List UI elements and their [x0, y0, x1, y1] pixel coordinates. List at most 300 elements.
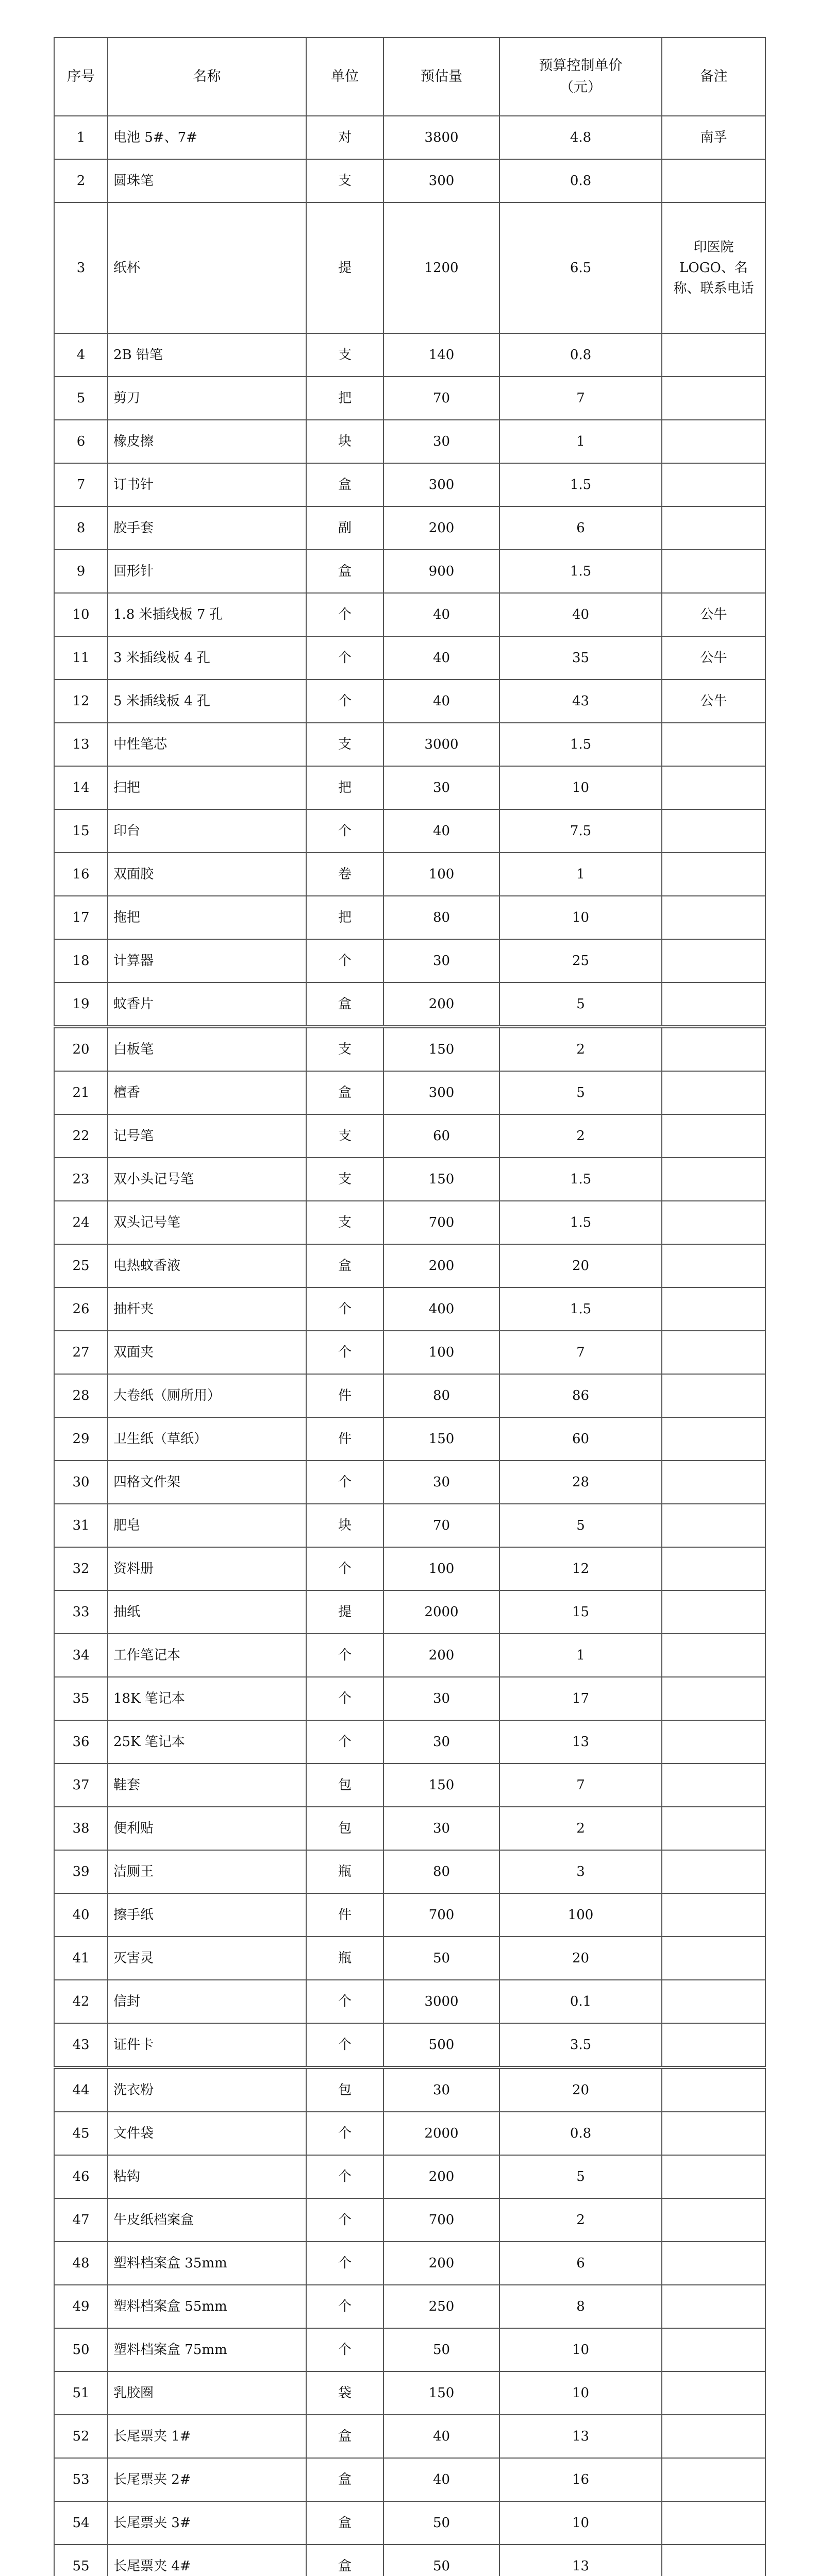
cell-note [662, 333, 765, 377]
cell-note: 南孚 [662, 116, 765, 159]
cell-unit: 瓶 [306, 1937, 383, 1980]
cell-note: 公牛 [662, 636, 765, 680]
cell-price: 5 [499, 982, 662, 1027]
cell-name: 双小头记号笔 [108, 1158, 306, 1201]
cell-no: 17 [54, 896, 108, 939]
cell-name: 便利贴 [108, 1807, 306, 1850]
cell-unit: 个 [306, 680, 383, 723]
cell-unit: 个 [306, 2242, 383, 2285]
cell-name: 擦手纸 [108, 1893, 306, 1937]
cell-no: 32 [54, 1547, 108, 1590]
cell-no: 50 [54, 2328, 108, 2371]
table-row [54, 2198, 765, 2242]
cell-name: 大卷纸（厕所用） [108, 1374, 306, 1417]
table-row [54, 463, 765, 506]
cell-note [662, 1461, 765, 1504]
cell-qty: 200 [383, 1244, 499, 1287]
cell-unit: 把 [306, 377, 383, 420]
cell-qty: 3000 [383, 1980, 499, 2023]
cell-price: 10 [499, 2328, 662, 2371]
cell-name: 长尾票夹 4# [108, 2545, 306, 2576]
cell-price: 0.1 [499, 1980, 662, 2023]
table-row [54, 1634, 765, 1677]
table-row [54, 2458, 765, 2501]
cell-price: 100 [499, 1893, 662, 1937]
cell-note [662, 2242, 765, 2285]
cell-unit: 支 [306, 1114, 383, 1158]
cell-price: 13 [499, 2545, 662, 2576]
cell-no: 4 [54, 333, 108, 377]
cell-note [662, 1244, 765, 1287]
cell-note [662, 2198, 765, 2242]
cell-note [662, 1158, 765, 1201]
cell-qty: 40 [383, 593, 499, 636]
cell-note [662, 420, 765, 463]
cell-name: 长尾票夹 3# [108, 2501, 306, 2545]
cell-qty: 700 [383, 1893, 499, 1937]
cell-price: 1.5 [499, 723, 662, 766]
table-row [54, 2112, 765, 2155]
cell-no: 29 [54, 1417, 108, 1461]
cell-price: 6.5 [499, 202, 662, 333]
cell-name: 资料册 [108, 1547, 306, 1590]
cell-note [662, 809, 765, 853]
cell-unit: 盒 [306, 550, 383, 593]
cell-unit: 瓶 [306, 1850, 383, 1893]
cell-unit: 个 [306, 1461, 383, 1504]
cell-qty: 30 [383, 1720, 499, 1764]
cell-unit: 盒 [306, 1071, 383, 1114]
cell-no: 44 [54, 2067, 108, 2112]
cell-no: 22 [54, 1114, 108, 1158]
cell-name: 拖把 [108, 896, 306, 939]
cell-qty: 500 [383, 2023, 499, 2067]
cell-no: 51 [54, 2371, 108, 2415]
cell-unit: 提 [306, 1590, 383, 1634]
cell-name: 双面夹 [108, 1331, 306, 1374]
cell-no: 11 [54, 636, 108, 680]
cell-note [662, 1114, 765, 1158]
cell-qty: 30 [383, 939, 499, 982]
cell-unit: 卷 [306, 853, 383, 896]
cell-name: 橡皮擦 [108, 420, 306, 463]
table-row [54, 1287, 765, 1331]
cell-name: 灭害灵 [108, 1937, 306, 1980]
cell-unit: 盒 [306, 2415, 383, 2458]
cell-unit: 支 [306, 1027, 383, 1071]
cell-name: 檀香 [108, 1071, 306, 1114]
cell-name: 文件袋 [108, 2112, 306, 2155]
cell-unit: 个 [306, 1547, 383, 1590]
table-row [54, 2023, 765, 2067]
cell-no: 9 [54, 550, 108, 593]
cell-price: 1 [499, 1634, 662, 1677]
cell-unit: 个 [306, 593, 383, 636]
cell-note [662, 1720, 765, 1764]
cell-note [662, 463, 765, 506]
cell-qty: 200 [383, 1634, 499, 1677]
cell-qty: 900 [383, 550, 499, 593]
cell-price: 28 [499, 1461, 662, 1504]
cell-unit: 盒 [306, 2545, 383, 2576]
cell-unit: 盒 [306, 463, 383, 506]
cell-unit: 个 [306, 939, 383, 982]
cell-no: 15 [54, 809, 108, 853]
cell-price: 13 [499, 1720, 662, 1764]
table-row [54, 2501, 765, 2545]
table-row [54, 982, 765, 1027]
cell-no: 54 [54, 2501, 108, 2545]
cell-no: 33 [54, 1590, 108, 1634]
cell-name: 1.8 米插线板 7 孔 [108, 593, 306, 636]
cell-no: 25 [54, 1244, 108, 1287]
table-row [54, 1417, 765, 1461]
cell-qty: 30 [383, 766, 499, 809]
cell-no: 43 [54, 2023, 108, 2067]
cell-no: 38 [54, 1807, 108, 1850]
cell-no: 7 [54, 463, 108, 506]
cell-unit: 个 [306, 2112, 383, 2155]
cell-unit: 个 [306, 809, 383, 853]
cell-name: 粘钩 [108, 2155, 306, 2198]
cell-unit: 件 [306, 1417, 383, 1461]
table-row [54, 680, 765, 723]
table-row [54, 809, 765, 853]
cell-unit: 个 [306, 2198, 383, 2242]
cell-no: 1 [54, 116, 108, 159]
cell-name: 胶手套 [108, 506, 306, 550]
cell-name: 订书针 [108, 463, 306, 506]
cell-qty: 150 [383, 1027, 499, 1071]
cell-price: 2 [499, 1807, 662, 1850]
cell-price: 7 [499, 377, 662, 420]
cell-note [662, 1677, 765, 1720]
cell-note: 公牛 [662, 593, 765, 636]
cell-price: 3 [499, 1850, 662, 1893]
cell-qty: 80 [383, 896, 499, 939]
cell-name: 回形针 [108, 550, 306, 593]
cell-unit: 个 [306, 1287, 383, 1331]
cell-no: 3 [54, 202, 108, 333]
cell-name: 中性笔芯 [108, 723, 306, 766]
cell-qty: 200 [383, 982, 499, 1027]
cell-no: 35 [54, 1677, 108, 1720]
cell-unit: 个 [306, 1634, 383, 1677]
cell-name: 双面胶 [108, 853, 306, 896]
table-row [54, 593, 765, 636]
cell-name: 25K 笔记本 [108, 1720, 306, 1764]
cell-name: 塑料档案盒 75mm [108, 2328, 306, 2371]
cell-qty: 150 [383, 1764, 499, 1807]
cell-price: 6 [499, 2242, 662, 2285]
cell-qty: 300 [383, 463, 499, 506]
cell-qty: 200 [383, 2242, 499, 2285]
cell-price: 40 [499, 593, 662, 636]
table-row [54, 116, 765, 159]
cell-name: 纸杯 [108, 202, 306, 333]
cell-unit: 支 [306, 723, 383, 766]
cell-qty: 2000 [383, 1590, 499, 1634]
table-row [54, 2067, 765, 2112]
table-row [54, 333, 765, 377]
cell-note [662, 1287, 765, 1331]
cell-no: 26 [54, 1287, 108, 1331]
cell-price: 7 [499, 1331, 662, 1374]
cell-no: 12 [54, 680, 108, 723]
cell-qty: 150 [383, 1158, 499, 1201]
table-row [54, 2155, 765, 2198]
cell-qty: 80 [383, 1850, 499, 1893]
cell-unit: 个 [306, 2285, 383, 2328]
procurement-sheet [54, 37, 765, 2576]
table-row [54, 1027, 765, 1071]
cell-qty: 80 [383, 1374, 499, 1417]
cell-qty: 700 [383, 1201, 499, 1244]
cell-qty: 30 [383, 420, 499, 463]
cell-unit: 个 [306, 1720, 383, 1764]
cell-no: 39 [54, 1850, 108, 1893]
cell-qty: 30 [383, 2067, 499, 2112]
cell-note [662, 2371, 765, 2415]
table-row [54, 2415, 765, 2458]
cell-no: 24 [54, 1201, 108, 1244]
table-row [54, 2328, 765, 2371]
cell-name: 电热蚊香液 [108, 1244, 306, 1287]
cell-unit: 个 [306, 636, 383, 680]
cell-unit: 个 [306, 2023, 383, 2067]
cell-price: 16 [499, 2458, 662, 2501]
cell-note [662, 159, 765, 202]
header-price-line2: （元） [560, 79, 602, 95]
cell-price: 60 [499, 1417, 662, 1461]
cell-price: 15 [499, 1590, 662, 1634]
cell-name: 洗衣粉 [108, 2067, 306, 2112]
table-header [54, 38, 765, 116]
cell-note [662, 1590, 765, 1634]
table-row [54, 1071, 765, 1114]
cell-note [662, 377, 765, 420]
table-row [54, 766, 765, 809]
procurement-table [54, 37, 766, 2576]
cell-no: 46 [54, 2155, 108, 2198]
cell-qty: 40 [383, 809, 499, 853]
cell-note [662, 896, 765, 939]
table-row [54, 1201, 765, 1244]
cell-qty: 400 [383, 1287, 499, 1331]
cell-qty: 100 [383, 1331, 499, 1374]
cell-note [662, 2328, 765, 2371]
table-row [54, 1374, 765, 1417]
cell-note [662, 1764, 765, 1807]
cell-name: 电池 5#、7# [108, 116, 306, 159]
table-row [54, 1850, 765, 1893]
cell-price: 20 [499, 1937, 662, 1980]
cell-note [662, 2458, 765, 2501]
cell-qty: 30 [383, 1461, 499, 1504]
cell-no: 45 [54, 2112, 108, 2155]
cell-note [662, 766, 765, 809]
cell-price: 1.5 [499, 1201, 662, 1244]
cell-no: 20 [54, 1027, 108, 1071]
cell-unit: 盒 [306, 982, 383, 1027]
cell-price: 10 [499, 766, 662, 809]
table-row [54, 939, 765, 982]
cell-no: 48 [54, 2242, 108, 2285]
cell-unit: 副 [306, 506, 383, 550]
header-name: 名称 [108, 38, 306, 116]
cell-price: 5 [499, 2155, 662, 2198]
cell-note [662, 1850, 765, 1893]
cell-qty: 50 [383, 2328, 499, 2371]
cell-no: 27 [54, 1331, 108, 1374]
cell-price: 0.8 [499, 2112, 662, 2155]
cell-qty: 300 [383, 1071, 499, 1114]
cell-price: 25 [499, 939, 662, 982]
cell-name: 鞋套 [108, 1764, 306, 1807]
cell-note [662, 1201, 765, 1244]
cell-price: 5 [499, 1071, 662, 1114]
cell-unit: 盒 [306, 2501, 383, 2545]
table-row [54, 1590, 765, 1634]
cell-name: 圆珠笔 [108, 159, 306, 202]
cell-note [662, 1893, 765, 1937]
cell-name: 长尾票夹 1# [108, 2415, 306, 2458]
table-row [54, 1114, 765, 1158]
cell-price: 3.5 [499, 2023, 662, 2067]
cell-no: 28 [54, 1374, 108, 1417]
cell-unit: 袋 [306, 2371, 383, 2415]
cell-qty: 3800 [383, 116, 499, 159]
cell-name: 双头记号笔 [108, 1201, 306, 1244]
cell-no: 37 [54, 1764, 108, 1807]
cell-unit: 个 [306, 2328, 383, 2371]
cell-unit: 支 [306, 159, 383, 202]
cell-price: 8 [499, 2285, 662, 2328]
cell-no: 16 [54, 853, 108, 896]
cell-qty: 100 [383, 853, 499, 896]
table-row [54, 377, 765, 420]
cell-unit: 块 [306, 420, 383, 463]
cell-name: 抽杆夹 [108, 1287, 306, 1331]
cell-price: 10 [499, 2371, 662, 2415]
cell-qty: 300 [383, 159, 499, 202]
cell-price: 17 [499, 1677, 662, 1720]
cell-unit: 个 [306, 2155, 383, 2198]
cell-name: 蚊香片 [108, 982, 306, 1027]
cell-note [662, 723, 765, 766]
table-row [54, 723, 765, 766]
cell-name: 3 米插线板 4 孔 [108, 636, 306, 680]
cell-price: 35 [499, 636, 662, 680]
cell-name: 牛皮纸档案盒 [108, 2198, 306, 2242]
cell-price: 6 [499, 506, 662, 550]
cell-qty: 3000 [383, 723, 499, 766]
cell-unit: 包 [306, 1807, 383, 1850]
cell-qty: 60 [383, 1114, 499, 1158]
cell-price: 2 [499, 1114, 662, 1158]
cell-no: 49 [54, 2285, 108, 2328]
cell-no: 52 [54, 2415, 108, 2458]
cell-no: 40 [54, 1893, 108, 1937]
cell-name: 5 米插线板 4 孔 [108, 680, 306, 723]
cell-note [662, 1547, 765, 1590]
cell-price: 1.5 [499, 463, 662, 506]
cell-no: 42 [54, 1980, 108, 2023]
cell-note [662, 2155, 765, 2198]
cell-note [662, 939, 765, 982]
table-row [54, 550, 765, 593]
cell-unit: 个 [306, 1980, 383, 2023]
table-row [54, 202, 765, 333]
cell-unit: 对 [306, 116, 383, 159]
cell-note: 印医院LOGO、名称、联系电话 [662, 202, 765, 333]
cell-name: 乳胶圈 [108, 2371, 306, 2415]
cell-note [662, 1071, 765, 1114]
table-row [54, 1677, 765, 1720]
cell-qty: 40 [383, 2458, 499, 2501]
cell-unit: 块 [306, 1504, 383, 1547]
cell-name: 工作笔记本 [108, 1634, 306, 1677]
table-row [54, 159, 765, 202]
cell-note [662, 2545, 765, 2576]
cell-price: 12 [499, 1547, 662, 1590]
table-row [54, 2545, 765, 2576]
cell-qty: 50 [383, 1937, 499, 1980]
cell-name: 洁厕王 [108, 1850, 306, 1893]
header-price-line1: 预算控制单价 [539, 58, 623, 74]
cell-name: 四格文件架 [108, 1461, 306, 1504]
cell-unit: 盒 [306, 2458, 383, 2501]
cell-qty: 70 [383, 377, 499, 420]
cell-name: 卫生纸（草纸） [108, 1417, 306, 1461]
cell-qty: 30 [383, 1677, 499, 1720]
cell-no: 30 [54, 1461, 108, 1504]
cell-note [662, 2285, 765, 2328]
cell-price: 43 [499, 680, 662, 723]
table-row [54, 896, 765, 939]
cell-price: 7 [499, 1764, 662, 1807]
cell-note [662, 550, 765, 593]
table-row [54, 420, 765, 463]
cell-unit: 个 [306, 1331, 383, 1374]
table-row [54, 1158, 765, 1201]
cell-no: 36 [54, 1720, 108, 1764]
cell-qty: 40 [383, 636, 499, 680]
cell-name: 18K 笔记本 [108, 1677, 306, 1720]
cell-no: 6 [54, 420, 108, 463]
cell-note [662, 2415, 765, 2458]
cell-unit: 支 [306, 1158, 383, 1201]
cell-unit: 件 [306, 1374, 383, 1417]
table-row [54, 853, 765, 896]
cell-price: 0.8 [499, 333, 662, 377]
table-row [54, 506, 765, 550]
cell-no: 14 [54, 766, 108, 809]
cell-qty: 1200 [383, 202, 499, 333]
cell-no: 8 [54, 506, 108, 550]
cell-note: 公牛 [662, 680, 765, 723]
table-row [54, 636, 765, 680]
cell-qty: 100 [383, 1547, 499, 1590]
cell-no: 21 [54, 1071, 108, 1114]
table-row [54, 1547, 765, 1590]
cell-name: 印台 [108, 809, 306, 853]
cell-price: 4.8 [499, 116, 662, 159]
cell-qty: 150 [383, 1417, 499, 1461]
cell-no: 18 [54, 939, 108, 982]
cell-no: 34 [54, 1634, 108, 1677]
table-row [54, 1807, 765, 1850]
